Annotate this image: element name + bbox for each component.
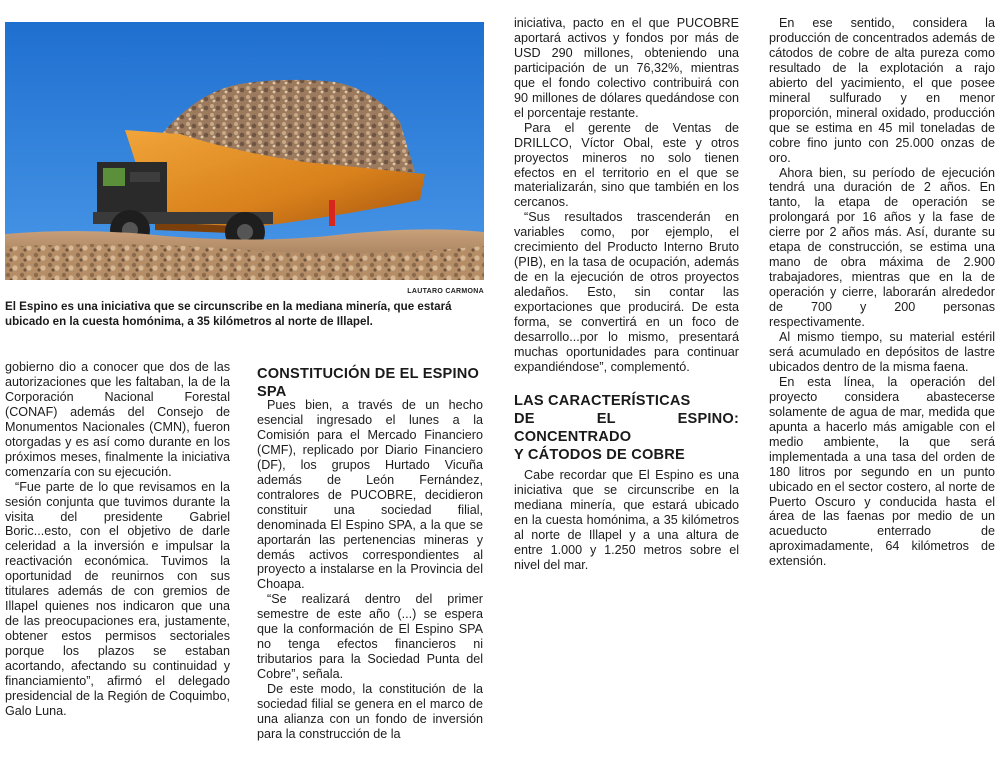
- section-heading-constitucion: CONSTITUCIÓN DE EL ESPINO SPA: [257, 366, 480, 400]
- paragraph: “Se realizará dentro del primer semestre de este año (...) se espera que la conformación de El Espino SPA no tenga efectos financieros ni tributarios para la Sociedad Punta del Cobre”, señala.: [257, 592, 483, 682]
- article-column-4: [769, 16, 995, 569]
- paragraph: Ahora bien, su período de ejecución tendrá una duración de 2 años. En tanto, la etapa de operación se prolongará por 16 años y la fase de cierre por 2 años más. Así, durante su etapa de construcción, se estima una mano de obra máxima de 2.900 trabajadores, mientras que en la de operación y cierre, laborarán alrededor de 700 y 200 personas respectivamente.: [769, 165, 995, 330]
- paragraph: Al mismo tiempo, su material estéril será acumulado en depósitos de lastre ubicados dentro de la misma faena.: [769, 330, 995, 374]
- article-column-3: [514, 16, 739, 573]
- haul-truck-image: [5, 22, 484, 280]
- photo-credit: LAUTARO CARMONA: [407, 288, 484, 295]
- heading-line: Y CÁTODOS DE COBRE: [514, 446, 685, 463]
- heading-line: LAS CARACTERÍSTICAS: [514, 392, 691, 409]
- paragraph: “Fue parte de lo que revisamos en la sesión conjunta que tuvimos durante la visita del presidente Gabriel Boric...esto, con el objetivo de darle celeridad a la inversión e impulsar la reactivación económica. Tuvimos la oportunidad de reunirnos con sus titulares además de con gremios de Illapel quienes nos indicaron que una de las preocupaciones era, justamente, obtener estos permisos sectoriales porque los plazos se estaban acortando, afectando su continuidad y financiamiento”, afirmó el delegado presidencial de la Región de Coquimbo, Galo Luna.: [5, 479, 230, 718]
- paragraph: gobierno dio a conocer que dos de las autorizaciones que les faltaban, la de la Corporación Nacional Forestal (CONAF) además del Consejo de Monumentos Nacionales (CMN), fueron otorgadas y es así como durante en los próximos meses, finalmente la iniciativa comenzaría con su ejecución.: [5, 360, 230, 479]
- paragraph: En ese sentido, considera la producción de concentrados además de cátodos de cobre de alta pureza como resultado de la explotación a rajo abierto del yacimiento, el que posee mineral sulfurado y en menor proporción, mineral oxidado, producción que se estima en 45 mil toneladas de cobre fino junto con 25.000 onzas de oro.: [769, 16, 995, 165]
- paragraph: En esta línea, la operación del proyecto considera abastecerse solamente de agua de mar, medida que apunta a hacerlo más amigable con el medio ambiente, la que será implementada a una tasa del orden de 180 litros por segundo en un punto ubicado en el sector costero, al norte de Puerto Oscuro y conducida hasta el área de las faenas por medio de un acueducto enterrado de aproximadamente, 64 kilómetros de extensión.: [769, 374, 995, 569]
- article-column-2: [257, 398, 483, 742]
- article-column-1: [5, 360, 230, 719]
- heading-line: DE EL ESPINO: CONCENTRADO: [514, 410, 739, 445]
- paragraph: Cabe recordar que El Espino es una iniciativa que se circunscribe en la mediana minería, que estará ubicado en la cuesta homónima, a 35 kilómetros al norte de Illapel y a una altura de entre 1.000 y 1.250 metros sobre el nivel del mar.: [514, 467, 739, 572]
- paragraph: iniciativa, pacto en el que PUCOBRE aportará activos y fondos por más de USD 290 millones, obteniendo una participación de un 76,32%, mientras que el fondo colectivo contribuirá con 90 millones de dólares quedándose con el porcentaje restante.: [514, 16, 739, 120]
- article-photo: [5, 22, 484, 280]
- paragraph: Para el gerente de Ventas de DRILLCO, Víctor Obal, este y otros proyectos mineros no solo tienen efectos en el territorio en el que se materializarán, sino que también en los cercanos.: [514, 120, 739, 210]
- paragraph: Pues bien, a través de un hecho esencial ingresado el lunes a la Comisión para el Mercado Financiero (CMF), replicado por Diario Financiero (DF), los grupos Hurtado Vicuña además de León Fernández, contralores de PUCOBRE, decidieron constituir una sociedad filial, denominada El Espino SPA, a la que se aportarán las pertenencias mineras y demás activos correspondientes al proyecto a instalarse en la Provincia del Choapa.: [257, 398, 483, 592]
- paragraph: De este modo, la constitución de la sociedad filial se genera en el marco de una alianza con un fondo de inversión para la construcción de la: [257, 682, 483, 741]
- paragraph: “Sus resultados trascenderán en variables como, por ejemplo, el crecimiento del Producto Interno Bruto (PIB), en la tasa de ocupación, además de en la ejecución de otros proyectos aledaños. Esto, sin contar las exportaciones que producirá. De esta forma, se convertirá en un foco de desarrollo...por lo mismo, presentará muchas oportunidades para continuar expandiéndose”, complementó.: [514, 210, 739, 374]
- photo-caption: El Espino es una iniciativa que se circunscribe en la mediana minería, que estará ubicado en la cuesta homónima, a 35 kilómetros al norte de Illapel.: [5, 300, 452, 328]
- section-heading-caracteristicas: [514, 392, 739, 464]
